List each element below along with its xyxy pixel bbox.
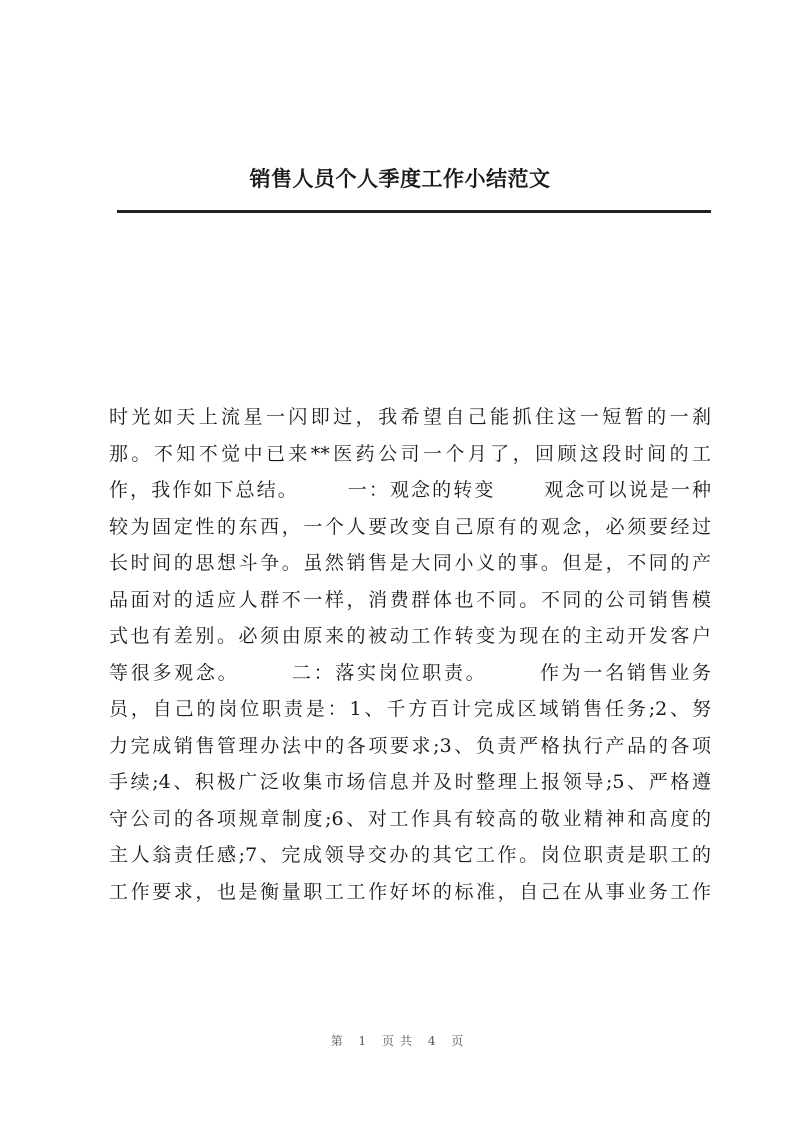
body-line: 员，自己的岗位职责是：1、千方百计完成区域销售任务;2、努 xyxy=(109,698,711,720)
body-line: 守公司的各项规章制度;6、对工作具有较高的敬业精神和高度的 xyxy=(109,807,711,830)
body-line: 作，我作如下总结。 一：观念的转变 观念可以说是一种 xyxy=(109,479,711,501)
body-line: 式也有差别。必须由原来的被动工作转变为现在的主动开发客户 xyxy=(109,625,711,647)
body-line: 力完成销售管理办法中的各项要求;3、负责严格执行产品的各项 xyxy=(109,734,711,757)
body-line: 手续;4、积极广泛收集市场信息并及时整理上报领导;5、严格遵 xyxy=(109,771,711,793)
body-line: 主人翁责任感;7、完成领导交办的其它工作。岗位职责是职工的 xyxy=(109,844,711,866)
body-line: 工作要求，也是衡量职工工作好坏的标准，自己在从事业务工作 xyxy=(109,880,711,903)
body-text xyxy=(109,399,711,910)
body-line: 品面对的适应人群不一样，消费群体也不同。不同的公司销售模 xyxy=(109,588,711,611)
title-divider xyxy=(117,210,711,213)
body-line: 长时间的思想斗争。虽然销售是大同小义的事。但是，不同的产 xyxy=(109,552,711,574)
page-number: 第 1 页共 4 页 xyxy=(330,1034,470,1048)
page-title: 销售人员个人季度工作小结范文 xyxy=(249,166,551,191)
body-line: 较为固定性的东西，一个人要改变自己原有的观念，必须要经过 xyxy=(109,515,711,538)
body-line: 那。不知不觉中已来**医药公司一个月了，回顾这段时间的工 xyxy=(109,442,711,465)
body-line: 等很多观念。 二：落实岗位职责。 作为一名销售业务 xyxy=(109,661,711,684)
body-line: 时光如天上流星一闪即过，我希望自己能抓住这一短暂的一刹 xyxy=(109,406,711,428)
